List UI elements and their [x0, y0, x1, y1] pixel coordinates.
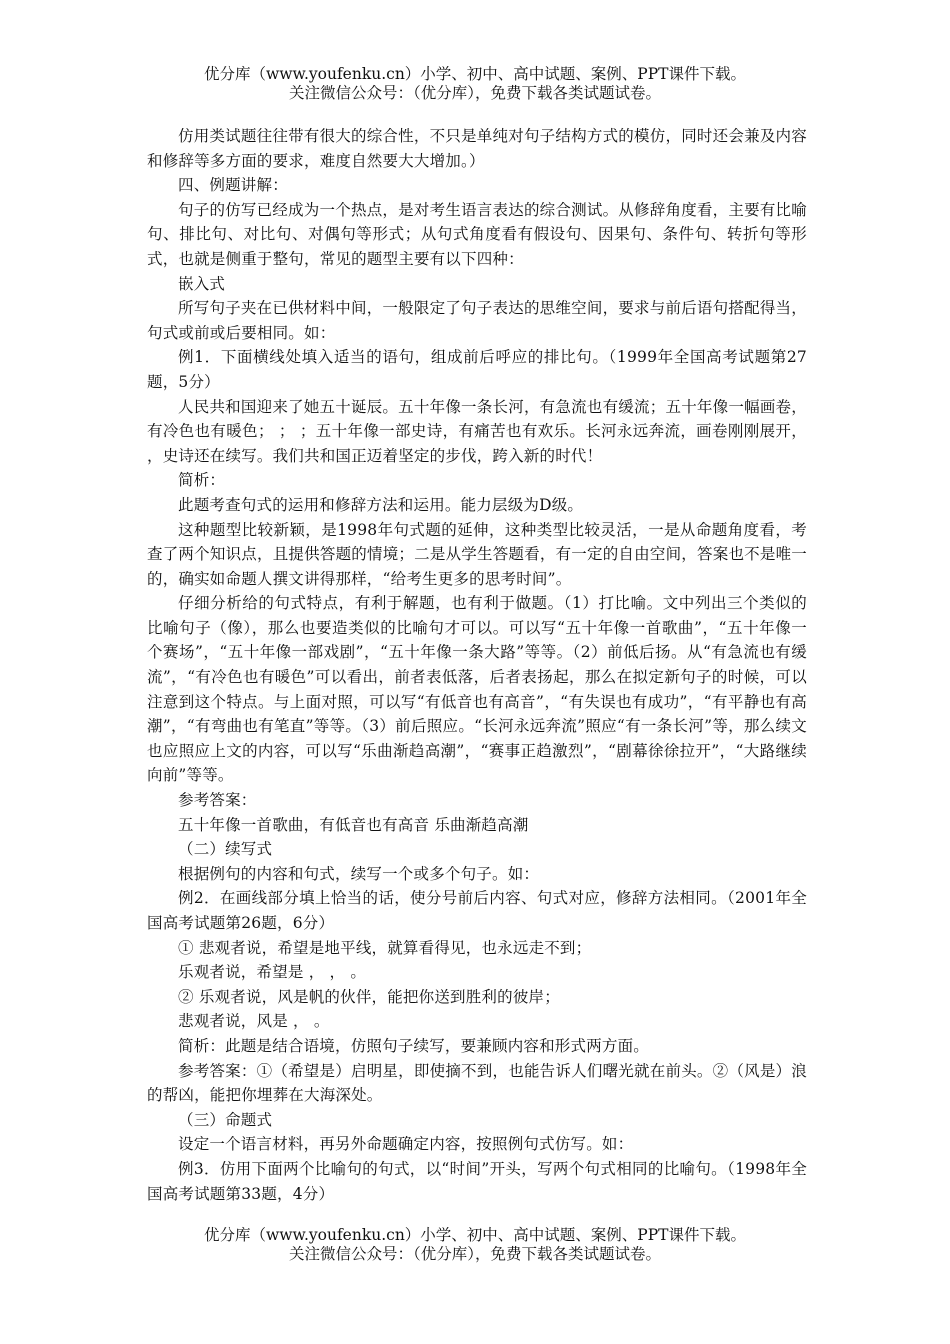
section-heading: 四、例题讲解： — [178, 176, 288, 195]
answer-label: 参考答案： — [178, 791, 257, 810]
paragraph: 设定一个语言材料，再另外命题确定内容，按照例句式仿写。如： — [178, 1135, 634, 1154]
example-text: 人民共和国迎来了她五十诞辰。五十年像一条长河，有急流也有缓流；五十年像一幅画卷，有冷色也有暖色； ； ；五十年像一部史诗，有痛苦也有欢乐。长河永远奔流，画卷刚刚展开， ，史诗还在续写。我们共和国正迈着坚定的步伐，跨入新的时代！ — [147, 397, 807, 465]
example-text: ① 悲观者说，希望是地平线，就算看得见，也永远走不到； — [178, 938, 592, 957]
answer-text: 参考答案：①（希望是）启明星，即使摘不到，也能告诉人们曙光就在前头。②（风是）浪的帮凶，能把你埋葬在大海深处。 — [147, 1061, 807, 1105]
footer-line-2: 关注微信公众号：（优分库），免费下载各类试题试卷。 — [288, 1245, 661, 1263]
paragraph: 这种题型比较新颖，是1998年句式题的延伸，这种类型比较灵活，一是从命题角度看，考查了两个知识点，且提供答题的情境；二是从学生答题看，有一定的自由空间，答案也不是唯一的，确实如命题人撰文讲得那样，“给考生更多的思考时间”。 — [147, 520, 807, 588]
subsection-heading: （二）续写式 — [178, 840, 273, 859]
paragraph: 仔细分析给的句式特点，有利于解题，也有利于做题。（1）打比喻。文中列出三个类似的比喻句子（像），那么也要造类似的比喻句才可以。可以写“五十年像一首歌曲”，“五十年像一个赛场”，“五十年像一部戏剧”，“五十年像一条大路”等等。（2）前低后扬。从“有急流也有缓流”，“有冷色也有暖色”可以看出，前者表低落，后者表扬起，那么在拟定新句子的时候，可以注意到这个特点。与上面对照，可以写“有低音也有高音”，“有失误也有成功”，“有平静也有高潮”，“有弯曲也有笔直”等等。（3）前后照应。“长河永远奔流”照应“有一条长河”等，那么续文也应照应上文的内容，可以写“乐曲渐趋高潮”，“赛事正趋激烈”，“剧幕徐徐拉开”，“大路继续向前”等等。 — [147, 594, 807, 785]
example-text: 悲观者说，风是 ， 。 — [178, 1012, 330, 1031]
example-question: 例3．仿用下面两个比喻句的句式，以“时间”开头，写两个句式相同的比喻句。（1998年全国高考试题第33题，4分） — [147, 1159, 807, 1203]
subsection-heading: （三）命题式 — [178, 1110, 273, 1129]
page-footer — [0, 1226, 950, 1264]
footer-line-1: 优分库（www.youfenku.cn）小学、初中、高中试题、案例、PPT课件下载。 — [203, 1226, 747, 1244]
paragraph: 句子的仿写已经成为一个热点，是对考生语言表达的综合测试。从修辞角度看，主要有比喻句、排比句、对比句、对偶句等形式；从句式角度看有假设句、因果句、条件句、转折句等形式，也就是侧重于整句，常见的题型主要有以下四种： — [147, 200, 807, 268]
paragraph: 仿用类试题往往带有很大的综合性，不只是单纯对句子结构方式的模仿，同时还会兼及内容和修辞等多方面的要求，难度自然要大大增加。） — [147, 127, 807, 170]
example-text: ② 乐观者说，风是帆的伙伴，能把你送到胜利的彼岸； — [178, 987, 560, 1006]
document-body — [147, 124, 807, 1206]
paragraph: 根据例句的内容和句式，续写一个或多个句子。如： — [178, 864, 540, 883]
paragraph: 此题考查句式的运用和修辞方法和运用。能力层级为D级。 — [178, 495, 584, 514]
answer-text: 五十年像一首歌曲，有低音也有高音 乐曲渐趋高潮 — [178, 815, 529, 834]
example-question: 例2．在画线部分填上恰当的话，使分号前后内容、句式对应，修辞方法相同。（2001年全国高考试题第26题，6分） — [147, 889, 807, 932]
analysis-label: 简析： — [178, 471, 226, 490]
example-question: 例1．下面横线处填入适当的语句，组成前后呼应的排比句。（1999年全国高考试题第27题，5分） — [147, 348, 807, 391]
subsection-heading: 嵌入式 — [178, 274, 226, 293]
page-header — [0, 65, 950, 103]
paragraph: 所写句子夹在已供材料中间，一般限定了句子表达的思维空间，要求与前后语句搭配得当，句式或前或后要相同。如： — [147, 299, 807, 342]
example-text: 乐观者说，希望是 ， ， 。 — [178, 963, 367, 982]
header-line-1: 优分库（www.youfenku.cn）小学、初中、高中试题、案例、PPT课件下载。 — [203, 65, 747, 83]
header-line-2: 关注微信公众号：（优分库），免费下载各类试题试卷。 — [288, 84, 661, 102]
analysis-text: 简析：此题是结合语境，仿照句子续写，要兼顾内容和形式两方面。 — [178, 1036, 650, 1055]
